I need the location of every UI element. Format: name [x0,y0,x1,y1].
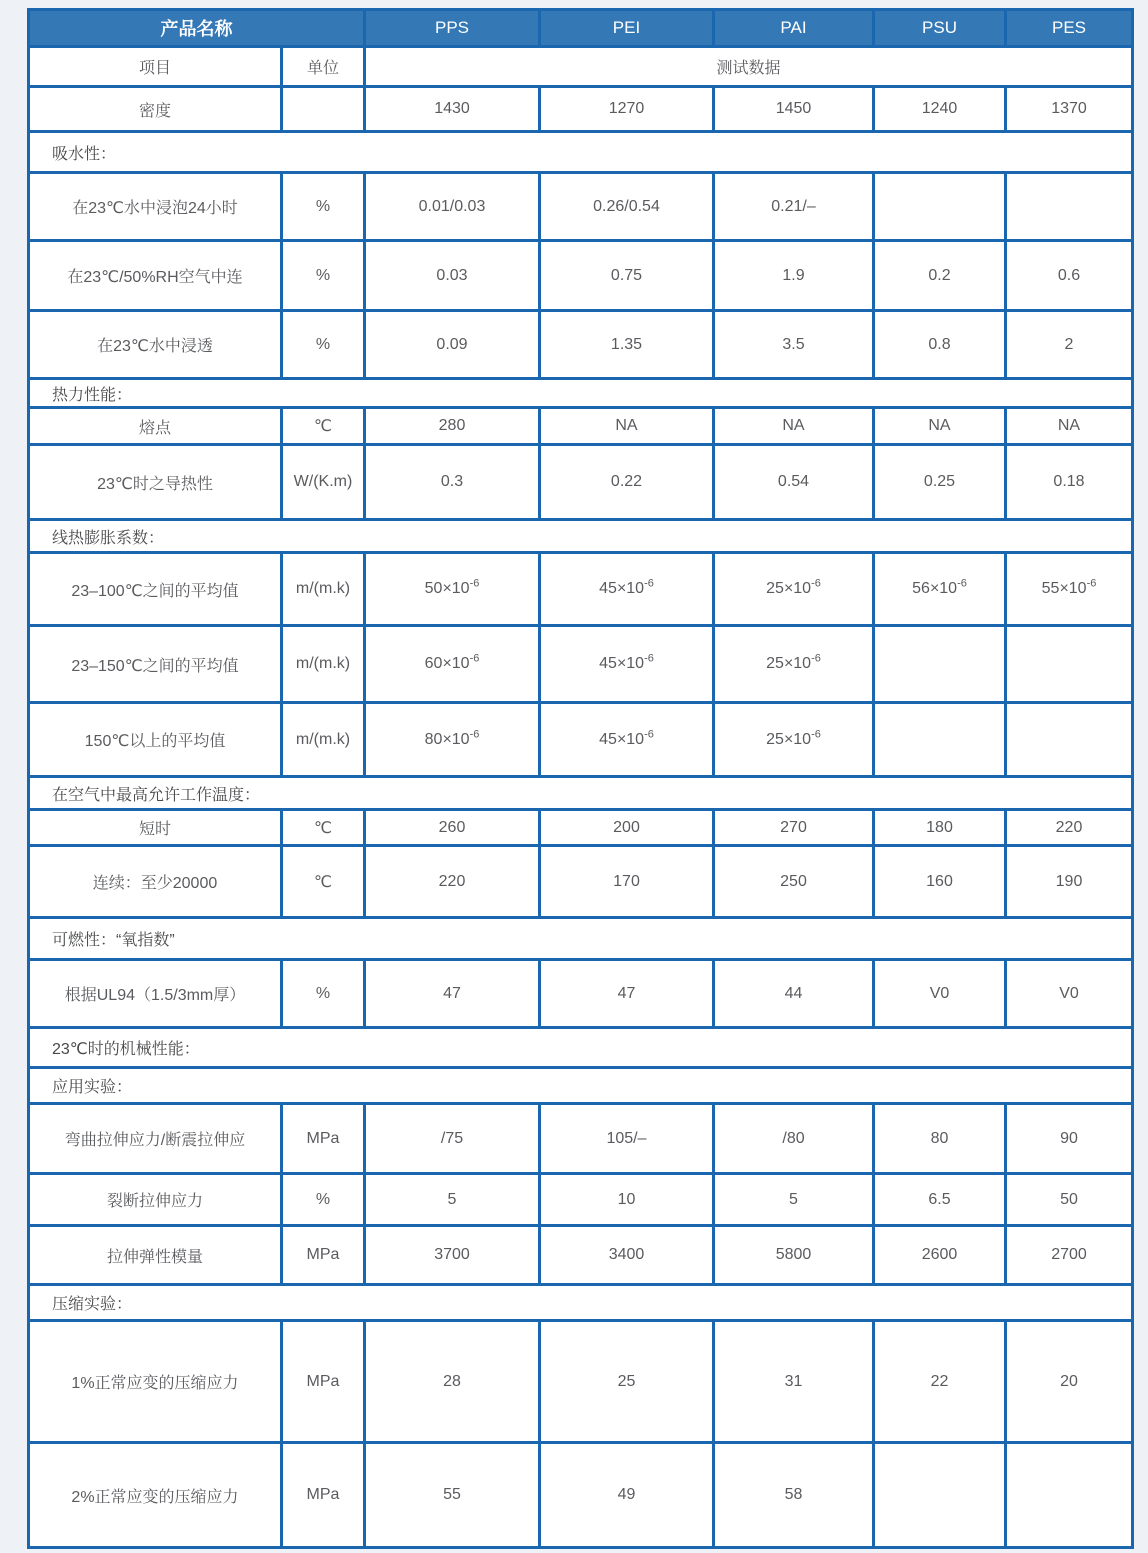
section-label: 线热膨胀系数： [29,520,1133,553]
data-row [29,408,1133,445]
data-row [29,626,1133,703]
header-row [29,10,1133,47]
value-cell: 6.5 [874,1174,1006,1226]
value-cell [1006,1443,1133,1548]
column-header-pps: PPS [365,10,540,47]
value-cell: 28 [365,1321,540,1443]
value-base: 25×10 [766,655,812,672]
value-cell: 47 [365,960,540,1028]
value-cell [365,626,540,703]
section-row [29,1028,1133,1068]
value-cell: 200 [540,810,714,846]
value-cell [540,626,714,703]
value-exponent: -6 [644,652,654,665]
material-spec-table [27,8,1134,1549]
value-cell: 260 [365,810,540,846]
value-cell: 0.8 [874,311,1006,379]
value-cell: 31 [714,1321,874,1443]
row-label-cell: 拉伸弹性模量 [29,1226,282,1285]
data-row [29,1226,1133,1285]
section-row [29,777,1133,810]
row-label-cell: 弯曲拉伸应力/断震拉伸应 [29,1104,282,1174]
value-cell: 44 [714,960,874,1028]
value-cell: V0 [1006,960,1133,1028]
value-cell: 2700 [1006,1226,1133,1285]
value-cell [1006,553,1133,626]
row-label-cell: 23–100℃之间的平均值 [29,553,282,626]
item-header-cell: 项目 [29,47,282,87]
row-label-cell: 在23℃/50%RH空气中连 [29,241,282,311]
section-label: 23℃时的机械性能： [29,1028,1133,1068]
value-cell: 0.03 [365,241,540,311]
value-exponent: -6 [811,652,821,665]
unit-cell: ℃ [282,810,365,846]
value-cell: 220 [1006,810,1133,846]
value-cell: 180 [874,810,1006,846]
row-label-cell: 在23℃水中浸泡24小时 [29,173,282,241]
value-base: 56×10 [912,580,958,597]
unit-cell: ℃ [282,408,365,445]
value-cell: 22 [874,1321,1006,1443]
unit-cell: m/(m.k) [282,553,365,626]
row-label-cell: 1%正常应变的压缩应力 [29,1321,282,1443]
section-row [29,132,1133,173]
column-header-pes: PES [1006,10,1133,47]
value-cell: NA [714,408,874,445]
unit-cell: MPa [282,1104,365,1174]
section-row [29,1068,1133,1104]
value-cell: 160 [874,846,1006,918]
unit-cell: m/(m.k) [282,626,365,703]
unit-cell [282,87,365,132]
value-cell: 0.21/– [714,173,874,241]
data-row [29,810,1133,846]
section-label: 在空气中最高允许工作温度： [29,777,1133,810]
value-cell: NA [540,408,714,445]
value-base: 60×10 [424,655,470,672]
value-cell: V0 [874,960,1006,1028]
unit-cell: % [282,311,365,379]
section-label: 可燃性：“氧指数” [29,918,1133,960]
value-base: 55×10 [1041,580,1087,597]
value-cell: 1450 [714,87,874,132]
value-cell: 0.3 [365,445,540,520]
value-cell: NA [1006,408,1133,445]
unit-cell: % [282,960,365,1028]
value-exponent: -6 [957,577,967,590]
value-cell: 0.54 [714,445,874,520]
unit-cell: m/(m.k) [282,703,365,777]
row-label-cell: 密度 [29,87,282,132]
value-cell: 105/– [540,1104,714,1174]
value-base: 45×10 [599,655,645,672]
value-cell [874,553,1006,626]
subheader-row [29,47,1133,87]
value-cell: 3700 [365,1226,540,1285]
value-cell: NA [874,408,1006,445]
value-cell: 0.75 [540,241,714,311]
value-exponent: -6 [811,577,821,590]
value-cell: 50 [1006,1174,1133,1226]
value-base: 80×10 [424,730,470,748]
value-cell [714,703,874,777]
value-exponent: -6 [644,728,654,741]
value-cell: 0.25 [874,445,1006,520]
section-row [29,520,1133,553]
value-exponent: -6 [1086,577,1097,590]
value-cell [714,626,874,703]
value-cell: 0.6 [1006,241,1133,311]
value-exponent: -6 [644,577,654,590]
unit-cell: % [282,241,365,311]
data-row [29,553,1133,626]
unit-cell: MPa [282,1321,365,1443]
value-cell [540,553,714,626]
data-row [29,1321,1133,1443]
data-row [29,1104,1133,1174]
value-cell [1006,173,1133,241]
value-cell: 0.18 [1006,445,1133,520]
value-cell [1006,703,1133,777]
unit-cell: MPa [282,1226,365,1285]
unit-cell: MPa [282,1443,365,1548]
unit-header-cell: 单位 [282,47,365,87]
row-label-cell: 2%正常应变的压缩应力 [29,1443,282,1548]
row-label-cell: 23℃时之导热性 [29,445,282,520]
column-header-pai: PAI [714,10,874,47]
value-base: 45×10 [599,730,645,748]
data-row [29,960,1133,1028]
section-row [29,918,1133,960]
section-row [29,379,1133,408]
test-data-header-cell: 测试数据 [365,47,1133,87]
row-label-cell: 连续：至少20000 [29,846,282,918]
value-cell: 3.5 [714,311,874,379]
table-body [29,87,1133,1548]
value-cell: 55 [365,1443,540,1548]
value-cell: 2 [1006,311,1133,379]
value-cell: 0.2 [874,241,1006,311]
value-cell: 1370 [1006,87,1133,132]
column-header-psu: PSU [874,10,1006,47]
value-base: 45×10 [599,580,645,597]
value-cell: 80 [874,1104,1006,1174]
data-row [29,173,1133,241]
value-cell: 3400 [540,1226,714,1285]
value-cell: 1.35 [540,311,714,379]
value-cell: 280 [365,408,540,445]
data-row [29,241,1133,311]
unit-cell: W/(K.m) [282,445,365,520]
section-label: 压缩实验： [29,1285,1133,1321]
value-cell: 5800 [714,1226,874,1285]
value-exponent: -6 [469,652,480,665]
value-cell: 250 [714,846,874,918]
value-cell: 0.22 [540,445,714,520]
value-cell: 10 [540,1174,714,1226]
section-label: 应用实验： [29,1068,1133,1104]
row-label-cell: 在23℃水中浸透 [29,311,282,379]
value-cell: 90 [1006,1104,1133,1174]
value-cell: /75 [365,1104,540,1174]
value-exponent: -6 [469,728,480,741]
value-cell: 20 [1006,1321,1133,1443]
data-row [29,703,1133,777]
row-label-cell: 根据UL94（1.5/3mm厚） [29,960,282,1028]
value-base: 25×10 [766,580,812,597]
data-row [29,445,1133,520]
value-cell [714,553,874,626]
value-base: 25×10 [766,730,812,748]
data-row [29,1174,1133,1226]
section-label: 吸水性： [29,132,1133,173]
value-cell: 270 [714,810,874,846]
unit-cell: % [282,173,365,241]
row-label-cell: 裂断拉伸应力 [29,1174,282,1226]
value-cell: 49 [540,1443,714,1548]
value-exponent: -6 [469,577,480,590]
value-cell [874,703,1006,777]
value-cell: 2600 [874,1226,1006,1285]
data-row [29,87,1133,132]
value-cell [874,173,1006,241]
value-cell: 0.01/0.03 [365,173,540,241]
data-row [29,311,1133,379]
product-name-header: 产品名称 [29,10,365,47]
value-cell: 1270 [540,87,714,132]
value-cell: 0.09 [365,311,540,379]
value-cell: 25 [540,1321,714,1443]
data-row [29,846,1133,918]
unit-cell: % [282,1174,365,1226]
value-cell: 190 [1006,846,1133,918]
data-row [29,1443,1133,1548]
row-label-cell: 熔点 [29,408,282,445]
row-label-cell: 150℃以上的平均值 [29,703,282,777]
value-cell: /80 [714,1104,874,1174]
value-cell: 47 [540,960,714,1028]
value-base: 50×10 [424,580,470,597]
unit-cell: ℃ [282,846,365,918]
row-label-cell: 23–150℃之间的平均值 [29,626,282,703]
value-cell [540,703,714,777]
value-cell: 0.26/0.54 [540,173,714,241]
section-row [29,1285,1133,1321]
column-header-pei: PEI [540,10,714,47]
value-cell [365,703,540,777]
value-exponent: -6 [811,728,821,741]
value-cell: 58 [714,1443,874,1548]
value-cell: 1430 [365,87,540,132]
value-cell: 5 [365,1174,540,1226]
value-cell [874,1443,1006,1548]
section-label: 热力性能： [29,379,1133,408]
value-cell: 170 [540,846,714,918]
value-cell: 5 [714,1174,874,1226]
value-cell [1006,626,1133,703]
value-cell: 1240 [874,87,1006,132]
value-cell: 220 [365,846,540,918]
row-label-cell: 短时 [29,810,282,846]
value-cell [365,553,540,626]
value-cell: 1.9 [714,241,874,311]
value-cell [874,626,1006,703]
